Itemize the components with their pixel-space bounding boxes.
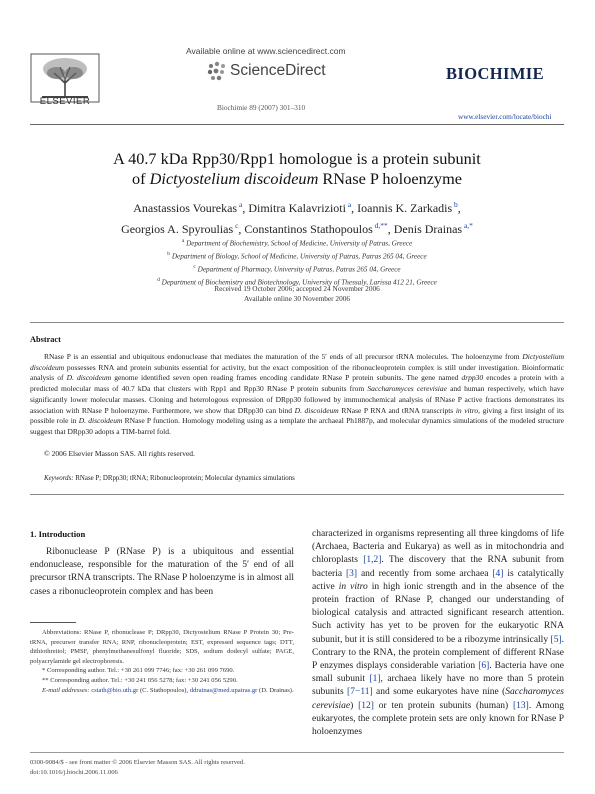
received-date: Received 19 October 2006; accepted 24 November 2006 [214, 284, 380, 293]
author-affil-marker[interactable]: a [237, 200, 243, 209]
affiliations [30, 236, 564, 288]
article-dates [30, 284, 564, 304]
author-affil-marker[interactable]: b [452, 200, 458, 209]
affiliation: $^b$ Department of Biology, School of Medicine, University of Patras, Patras 265 04, Greece [167, 250, 427, 261]
affiliation: $^c$ Department of Pharmacy, University of Patras, Patras 265 04, Greece [193, 263, 401, 274]
author-list [30, 196, 564, 238]
intro-left-column [30, 546, 294, 599]
citation-link[interactable]: [1] [369, 674, 381, 685]
front-matter-notice: 0300-9084/$ - see front matter © 2006 Elsevier Masson SAS. All rights reserved. [30, 759, 245, 766]
author-affil-marker[interactable]: a,* [462, 221, 473, 230]
footnote-divider [30, 622, 76, 623]
journal-url-link[interactable]: www.elsevier.com/locate/biochi [458, 112, 552, 121]
author-line-1: Anastassios Vourekas $^a$, Dimitra Kalavrizioti $^a$, Ioannis K. Zarkadis $^b$, [133, 200, 461, 215]
author-affil-marker[interactable]: c [233, 221, 239, 230]
abstract-top-divider [30, 322, 564, 323]
corresponding-author-2: ** Corresponding author. Tel.: +30 241 056 5278; fax: +30 241 056 5290. [42, 676, 238, 684]
email-link[interactable]: cstath@bio.uth.gr [89, 686, 139, 694]
author-affil-marker[interactable]: a [345, 200, 352, 209]
citation-link[interactable]: [5] [550, 634, 562, 645]
citation-link[interactable]: [1,2] [363, 555, 382, 566]
keywords: Keywords: RNase P; DRpp30; tRNA; Ribonucleoprotein; Molecular dynamics simulations [44, 475, 295, 482]
sciencedirect-wordmark: ScienceDirect [230, 62, 326, 79]
header-divider [30, 124, 564, 125]
citation-link[interactable]: [13] [513, 700, 529, 711]
abstract-heading: Abstract [30, 335, 61, 344]
citation-link[interactable]: [7−11] [347, 687, 373, 698]
title-line-2: of Dictyostelium discoideum RNase P holoenzyme [132, 169, 462, 188]
abbreviations-note: Abbreviations: RNase P, ribonuclease P; DRpp30, Dictyostelium RNase P Protein 30; Pre-tRNA, precursor transfer RNA; RNP, ribonucleoprotein; EST, expressed sequence tags; DTT, dithiothreitol; PMSF, phenylmethanesulfonyl fluoride; SDS, sodium dodecyl sulfate; PAGE, polyacrylamide gel electrophoresis. [30, 629, 294, 665]
copyright-notice: © 2006 Elsevier Masson SAS. All rights reserved. [44, 449, 195, 458]
author-affil-marker[interactable]: d,** [372, 221, 388, 230]
citation-link[interactable]: [3] [345, 568, 358, 579]
article-title [30, 149, 564, 189]
author-name[interactable]: Ioannis K. Zarkadis [357, 201, 453, 215]
author-line-2: Georgios A. Spyroulias $^c$, Constantinos Stathopoulos $^{d,**}$, Denis Drainas $^{a,*}$ [121, 221, 473, 236]
title-line-1: A 40.7 kDa Rpp30/Rpp1 homologue is a protein subunit [113, 149, 481, 168]
email-link[interactable]: ddrainas@med.upatras.gr [189, 686, 258, 694]
intro-right-column: characterized in organisms representing all three kingdoms of life (Archaea, Bacteria and Eukarya) as well as in mitochondria and chloroplasts [1,2]. The discovery that the RNA subunit from bacteria [3] and recently from some archaea [4] is catalytically active in vitro in high ionic strength and in the absence of the protein fraction of RNase P, changed our understanding of biological catalysis and attracted significant research attention. Such activity has yet to be proven for the eukaryotic RNA subunit, but it is still considered to be a ribozyme intrinsically [5]. Contrary to the RNA, the protein complement of different RNase P enzymes displays considerable variation [6]. Bacteria have one small subunit [1], archaea likely have no more than 5 protein subunits [7−11] and some eukaryotes have nine (Saccharomyces cerevisiae) [12] or ten protein subunits (human) [13]. Among eukaryotes, the complete protein sets are only known for RNase P holoenzymes [312, 529, 564, 738]
corresponding-author-1: * Corresponding author. Tel.: +30 261 099 7746; fax: +30 261 099 7690. [42, 667, 235, 675]
footer-divider [30, 752, 564, 753]
citation-link[interactable]: [6] [478, 661, 490, 672]
author-name[interactable]: Constantinos Stathopoulos [244, 222, 373, 236]
email-addresses: E-mail addresses: cstath@bio.uth.gr (C. Stathopoulos), ddrainas@med.upatras.gr (D. Drainas). [42, 686, 294, 694]
author-name[interactable]: Georgios A. Spyroulias [121, 222, 234, 236]
sciencedirect-dots-icon [206, 60, 228, 82]
affiliation: $^a$ Department of Biochemistry, School of Medicine, University of Patras, Greece [181, 238, 413, 248]
citation-link[interactable]: [4] [492, 568, 504, 579]
page-footer [30, 758, 245, 777]
footnotes [30, 628, 294, 695]
intro-paragraph: Ribonuclease P (RNase P) is a ubiquitous and essential endonuclease, responsible for the maturation of the 5′ end of all precursor tRNA transcripts. The RNase P holoenzyme is in almost all cases a ribonucleoprotein complex and has been [30, 547, 294, 597]
available-online-text[interactable]: Available online at www.sciencedirect.com [186, 46, 346, 56]
author-name[interactable]: Denis Drainas [393, 222, 463, 236]
abstract-text: RNase P is an essential and ubiquitous endonuclease that mediates the maturation of the 5′ ends of all precursor tRNA molecules. The holoenzyme from Dictyostelium discoideum possesses RNA and protein subunits essential for activity, but the exact composition of the ribonucleoprotein complex is still under investigation. Bioinformatic analysis of D. discoideum genome identified seven open reading frames encoding candidate RNase P protein subunits. The gene named drpp30 encodes a protein with a predicted molecular mass of 40.7 kDa that clusters with Rpp1 and Rpp30 RNase P protein subunits from Saccharomyces cerevisiae and human respectively, which have significantly lower molecular masses. Cloning and heterologous expression of DRpp30 followed by immunochemical analysis of RNase P active fractions demonstrates its association with RNase P holoenzyme. Furthermore, we show that DRpp30 can bind D. discoideum RNase P RNA and tRNA transcripts in vitro, giving a first insight of its possible role in D. discoideum RNase P function. Homology modeling using as a template the archaeal Ph1887p, and molecular dynamics simulations of the modeled structure suggest that DRpp30 adopts a TIM-barrel fold. [30, 352, 565, 436]
author-name[interactable]: Dimitra Kalavrizioti [248, 201, 346, 215]
abstract-bottom-divider [30, 494, 564, 495]
doi[interactable]: doi:10.1016/j.biochi.2006.11.006 [30, 768, 118, 776]
section-heading-introduction: 1. Introduction [30, 529, 86, 539]
journal-citation: Biochimie 89 (2007) 301–310 [217, 103, 306, 112]
author-name[interactable]: Anastassios Vourekas [133, 201, 238, 215]
affiliation: $^d$ Department of Biochemistry and Biotechnology, University of Thessaly, Larissa 412 21, Greece [157, 276, 437, 287]
publisher-name: ELSEVIER [39, 96, 91, 107]
journal-title: BIOCHIMIE [446, 64, 545, 83]
citation-link[interactable]: [12] [358, 700, 374, 711]
online-date: Available online 30 November 2006 [243, 294, 351, 303]
